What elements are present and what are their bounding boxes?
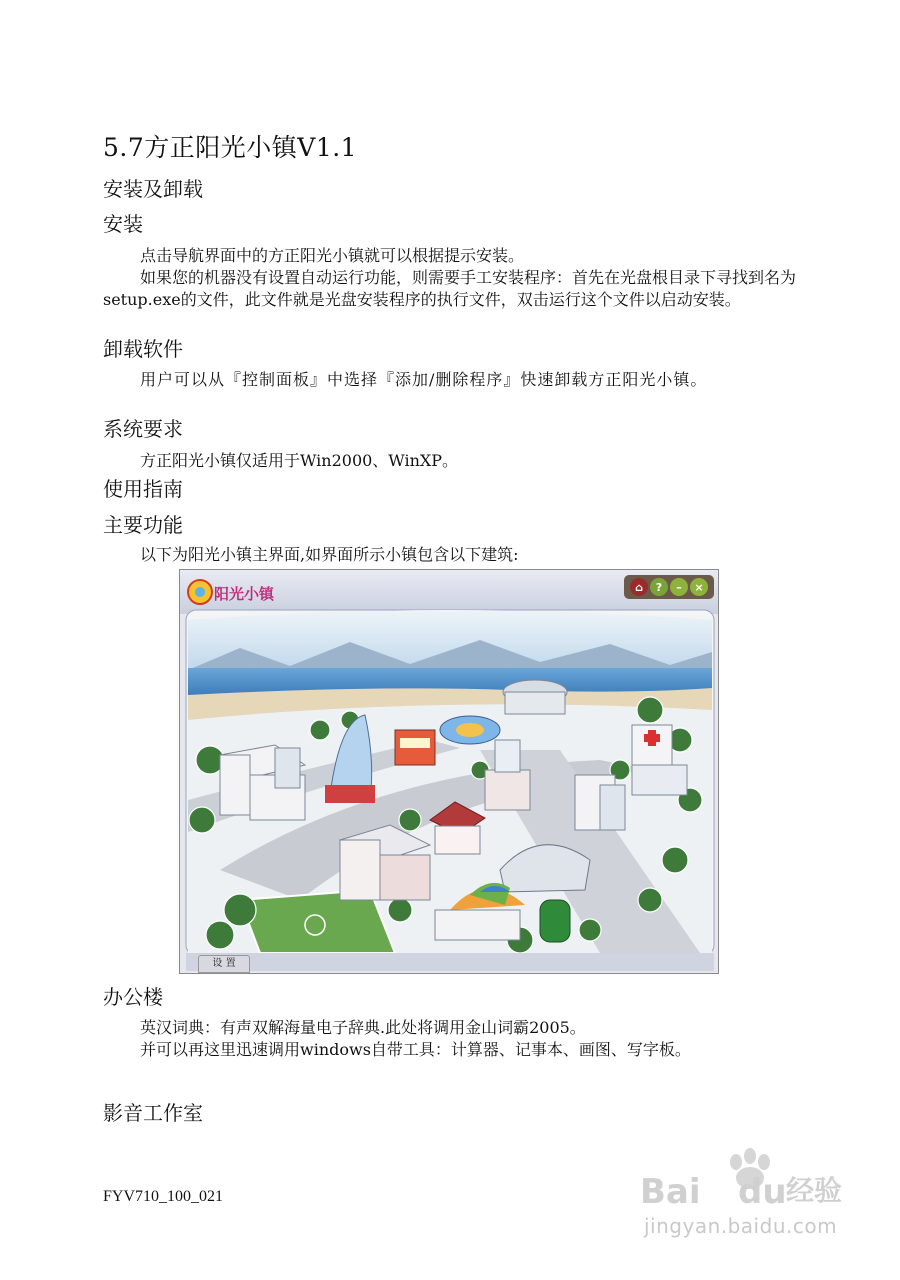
close-icon[interactable]: × — [690, 578, 708, 596]
svg-text:Bai: Bai — [640, 1172, 701, 1212]
watermark-url: jingyan.baidu.com — [644, 1214, 838, 1238]
baidu-logo — [640, 1148, 860, 1212]
town-scene-illustration — [180, 570, 719, 974]
document-code: FYV710_100_021 — [103, 1188, 224, 1205]
heading-studio: 影音工作室 — [103, 1101, 203, 1125]
install-paragraph-2: 如果您的机器没有设置自动运行功能，则需要手工安装程序：首先在光盘根目录下寻找到名为setup.exe的文件，此文件就是光盘安装程序的执行文件，双击运行这个文件以启动安装。 — [103, 268, 797, 309]
heading-features: 主要功能 — [103, 513, 183, 537]
heading-office: 办公楼 — [103, 985, 163, 1009]
heading-guide: 使用指南 — [103, 477, 183, 501]
home-icon[interactable]: ⌂ — [630, 578, 648, 596]
office-paragraph-1: 英汉词典：有声双解海量电子辞典.此处将调用金山词霸2005。 — [140, 1018, 586, 1037]
help-icon[interactable]: ? — [650, 578, 668, 596]
install-paragraph-1: 点击导航界面中的方正阳光小镇就可以根据提示安装。 — [140, 246, 525, 265]
settings-button[interactable]: 设 置 — [198, 955, 250, 973]
heading-requirements: 系统要求 — [103, 417, 183, 441]
minimize-icon[interactable]: – — [670, 578, 688, 596]
heading-uninstall: 卸载软件 — [103, 337, 183, 361]
svg-text:du: du — [738, 1172, 787, 1212]
sunshine-town-screenshot — [179, 569, 719, 974]
svg-text:阳光小镇: 阳光小镇 — [214, 585, 275, 603]
features-paragraph: 以下为阳光小镇主界面,如界面所示小镇包含以下建筑: — [140, 545, 519, 564]
uninstall-paragraph: 用户可以从『控制面板』中选择『添加/删除程序』快速卸载方正阳光小镇。 — [140, 370, 708, 389]
section-title: 5.7方正阳光小镇V1.1 — [103, 133, 358, 162]
requirements-paragraph: 方正阳光小镇仅适用于Win2000、WinXP。 — [140, 451, 459, 470]
sunshine-town-logo — [186, 574, 286, 610]
office-paragraph-2: 并可以再这里迅速调用windows自带工具：计算器、记事本、画图、写字板。 — [140, 1040, 691, 1059]
svg-text:经验: 经验 — [786, 1174, 843, 1207]
heading-install: 安装 — [103, 212, 143, 236]
heading-install-uninstall: 安装及卸载 — [103, 177, 203, 201]
baidu-jingyan-watermark — [640, 1148, 860, 1248]
